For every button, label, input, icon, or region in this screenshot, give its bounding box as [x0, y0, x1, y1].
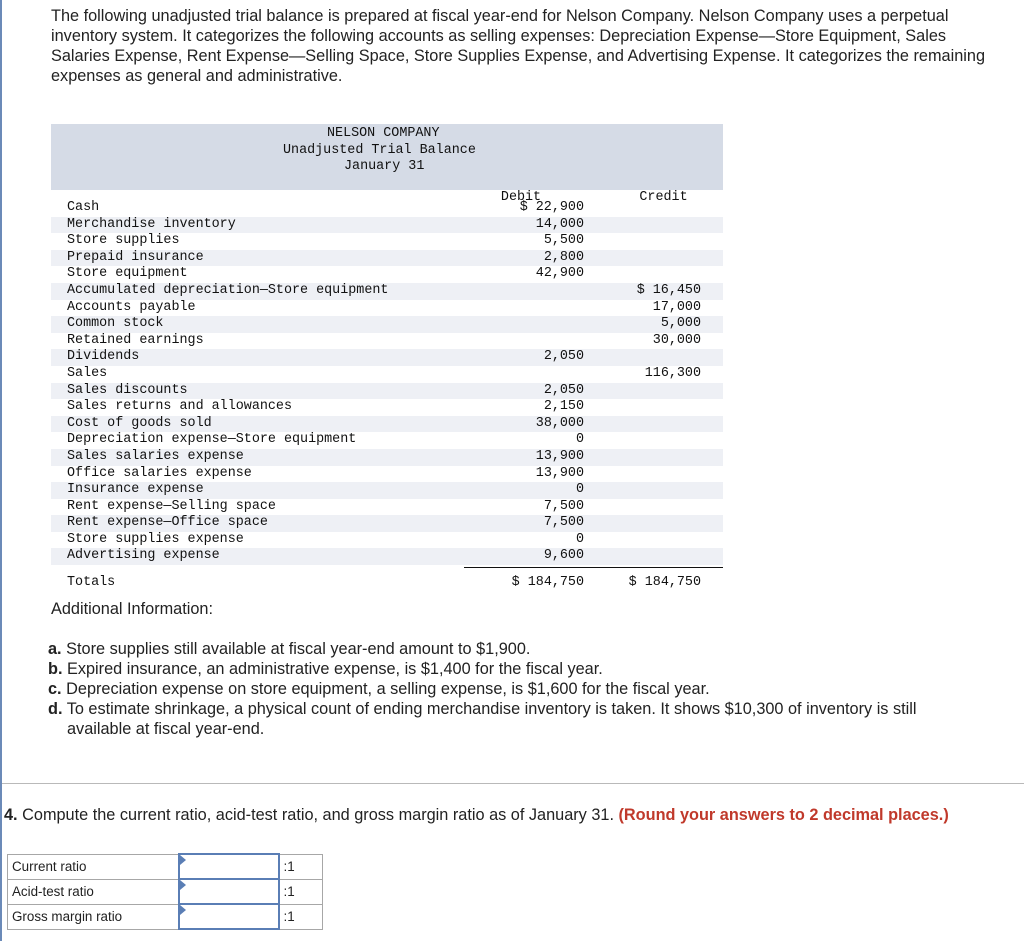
ratio-suffix: :1	[279, 854, 323, 879]
debit-amount: 0	[575, 482, 584, 498]
debit-amount: $ 22,900	[519, 200, 584, 215]
account-name: Sales discounts	[67, 382, 188, 398]
additional-info-item	[48, 679, 978, 699]
item-letter: c.	[48, 680, 62, 698]
account-name: Prepaid insurance	[67, 249, 204, 265]
account-name: Office salaries expense	[67, 465, 252, 481]
additional-info-item	[48, 639, 978, 659]
ratio-input[interactable]	[180, 856, 278, 877]
additional-info-item	[48, 659, 978, 679]
ratio-input[interactable]	[180, 906, 278, 927]
item-text: Store supplies still available at fiscal year-end amount to $1,900.	[66, 640, 531, 658]
account-name: Rent expense—Office space	[67, 515, 268, 531]
input-flag-icon	[180, 880, 186, 890]
ratio-input[interactable]	[180, 881, 278, 902]
question-number: 4.	[4, 806, 18, 824]
company-name: NELSON COMPANY	[327, 126, 440, 141]
totals-credit: $ 184,750	[628, 575, 701, 591]
trial-balance-row	[51, 416, 723, 433]
trial-balance-row	[51, 482, 723, 499]
item-letter: a.	[48, 640, 62, 658]
debit-amount: 2,050	[543, 382, 584, 398]
question-text: Compute the current ratio, acid-test ratio, and gross margin ratio as of January 31.	[22, 806, 614, 824]
additional-info-list	[48, 639, 978, 739]
account-name: Store supplies	[67, 233, 180, 249]
ratio-suffix: :1	[279, 904, 323, 929]
trial-balance-row	[51, 466, 723, 483]
ratio-label: Gross margin ratio	[8, 904, 179, 929]
item-text: To estimate shrinkage, a physical count of ending merchandise inventory is taken. It shows $10,300 of inventory is still available at fiscal year-end.	[66, 700, 917, 738]
debit-amount: 0	[575, 432, 584, 448]
debit-amount: 9,600	[543, 548, 584, 564]
trial-balance-header	[51, 124, 723, 190]
trial-balance-row	[51, 499, 723, 516]
credit-column-header: Credit	[639, 190, 688, 205]
ratio-label: Current ratio	[8, 854, 179, 879]
debit-column-header: Debit	[500, 190, 542, 205]
account-name: Sales	[67, 365, 108, 381]
account-name: Sales returns and allowances	[67, 399, 292, 415]
totals-label: Totals	[67, 575, 116, 591]
input-flag-icon	[180, 905, 186, 915]
account-name: Accounts payable	[67, 299, 196, 315]
account-name: Accumulated depreciation—Store equipment	[67, 282, 389, 298]
account-name: Common stock	[67, 316, 164, 332]
debit-amount: 0	[575, 531, 584, 547]
ratio-row	[8, 879, 323, 904]
credit-amount: 17,000	[652, 299, 701, 315]
account-name: Depreciation expense—Store equipment	[67, 432, 357, 448]
statement-title: Unadjusted Trial Balance	[283, 143, 476, 158]
debit-amount: 2,050	[543, 349, 584, 365]
item-text: Expired insurance, an administrative expense, is $1,400 for the fiscal year.	[67, 660, 603, 678]
trial-balance-row	[51, 349, 723, 366]
additional-info-item	[48, 699, 978, 739]
ratio-label: Acid-test ratio	[8, 879, 179, 904]
ratio-row	[8, 854, 323, 879]
item-letter: b.	[48, 660, 63, 678]
ratio-suffix: :1	[279, 879, 323, 904]
ratio-row	[8, 904, 323, 929]
ratio-input-cell[interactable]	[179, 879, 279, 904]
trial-balance-row	[51, 432, 723, 449]
credit-amount: 30,000	[652, 332, 701, 348]
totals-row	[51, 572, 723, 594]
ratio-answer-table	[7, 853, 323, 930]
debit-amount: 5,500	[543, 233, 584, 249]
totals-rule	[464, 567, 723, 568]
credit-amount: $ 16,450	[636, 282, 701, 298]
left-border	[0, 0, 2, 941]
debit-amount: 2,800	[543, 249, 584, 265]
trial-balance-row	[51, 266, 723, 283]
account-name: Cash	[67, 200, 100, 215]
trial-balance-row	[51, 200, 723, 217]
trial-balance-row	[51, 548, 723, 565]
trial-balance-row	[51, 515, 723, 532]
ratio-input-cell[interactable]	[179, 854, 279, 879]
account-name: Cost of goods sold	[67, 415, 212, 431]
trial-balance-row	[51, 217, 723, 234]
debit-amount: 42,900	[535, 266, 584, 282]
account-name: Insurance expense	[67, 482, 204, 498]
trial-balance	[51, 124, 723, 594]
account-name: Advertising expense	[67, 548, 220, 564]
credit-amount: 5,000	[660, 316, 701, 332]
account-name: Retained earnings	[67, 332, 204, 348]
ratio-input-cell[interactable]	[179, 904, 279, 929]
input-flag-icon	[180, 855, 186, 865]
debit-amount: 7,500	[543, 498, 584, 514]
trial-balance-row	[51, 532, 723, 549]
section-divider	[2, 783, 1024, 784]
trial-balance-row	[51, 283, 723, 300]
credit-amount: 116,300	[644, 365, 701, 381]
debit-amount: 38,000	[535, 415, 584, 431]
totals-debit: $ 184,750	[511, 575, 584, 591]
question-4	[4, 806, 949, 825]
debit-amount: 14,000	[535, 216, 584, 232]
trial-balance-rows	[51, 190, 723, 568]
rounding-hint: (Round your answers to 2 decimal places.)	[618, 806, 949, 824]
trial-balance-row	[51, 233, 723, 250]
trial-balance-row	[51, 399, 723, 416]
account-name: Store equipment	[67, 266, 188, 282]
statement-date: January 31	[344, 159, 425, 174]
debit-amount: 13,900	[535, 465, 584, 481]
account-name: Store supplies expense	[67, 531, 244, 547]
debit-amount: 13,900	[535, 448, 584, 464]
trial-balance-row	[51, 383, 723, 400]
account-name: Dividends	[67, 349, 140, 365]
account-name: Merchandise inventory	[67, 216, 236, 232]
trial-balance-row	[51, 316, 723, 333]
item-letter: d.	[48, 700, 63, 718]
debit-amount: 2,150	[543, 399, 584, 415]
trial-balance-row	[51, 333, 723, 350]
additional-info-heading: Additional Information:	[51, 600, 214, 618]
trial-balance-row	[51, 449, 723, 466]
trial-balance-row	[51, 366, 723, 383]
trial-balance-row	[51, 300, 723, 317]
debit-amount: 7,500	[543, 515, 584, 531]
account-name: Rent expense—Selling space	[67, 498, 276, 514]
account-name: Sales salaries expense	[67, 448, 244, 464]
item-text: Depreciation expense on store equipment, a selling expense, is $1,600 for the fiscal year.	[66, 680, 710, 698]
problem-intro: The following unadjusted trial balance is prepared at fiscal year-end for Nelson Company. Nelson Company uses a perpetual inventory system. It categorizes the following accounts as selling expenses: Depreciation Expense—Store Equipment, Sales Salaries Expense, Rent Expense—Selling Space, Store Supplies Expense, and Advertising Expense. It categorizes the remaining expenses as general and administrative.	[51, 7, 986, 85]
trial-balance-row	[51, 250, 723, 267]
